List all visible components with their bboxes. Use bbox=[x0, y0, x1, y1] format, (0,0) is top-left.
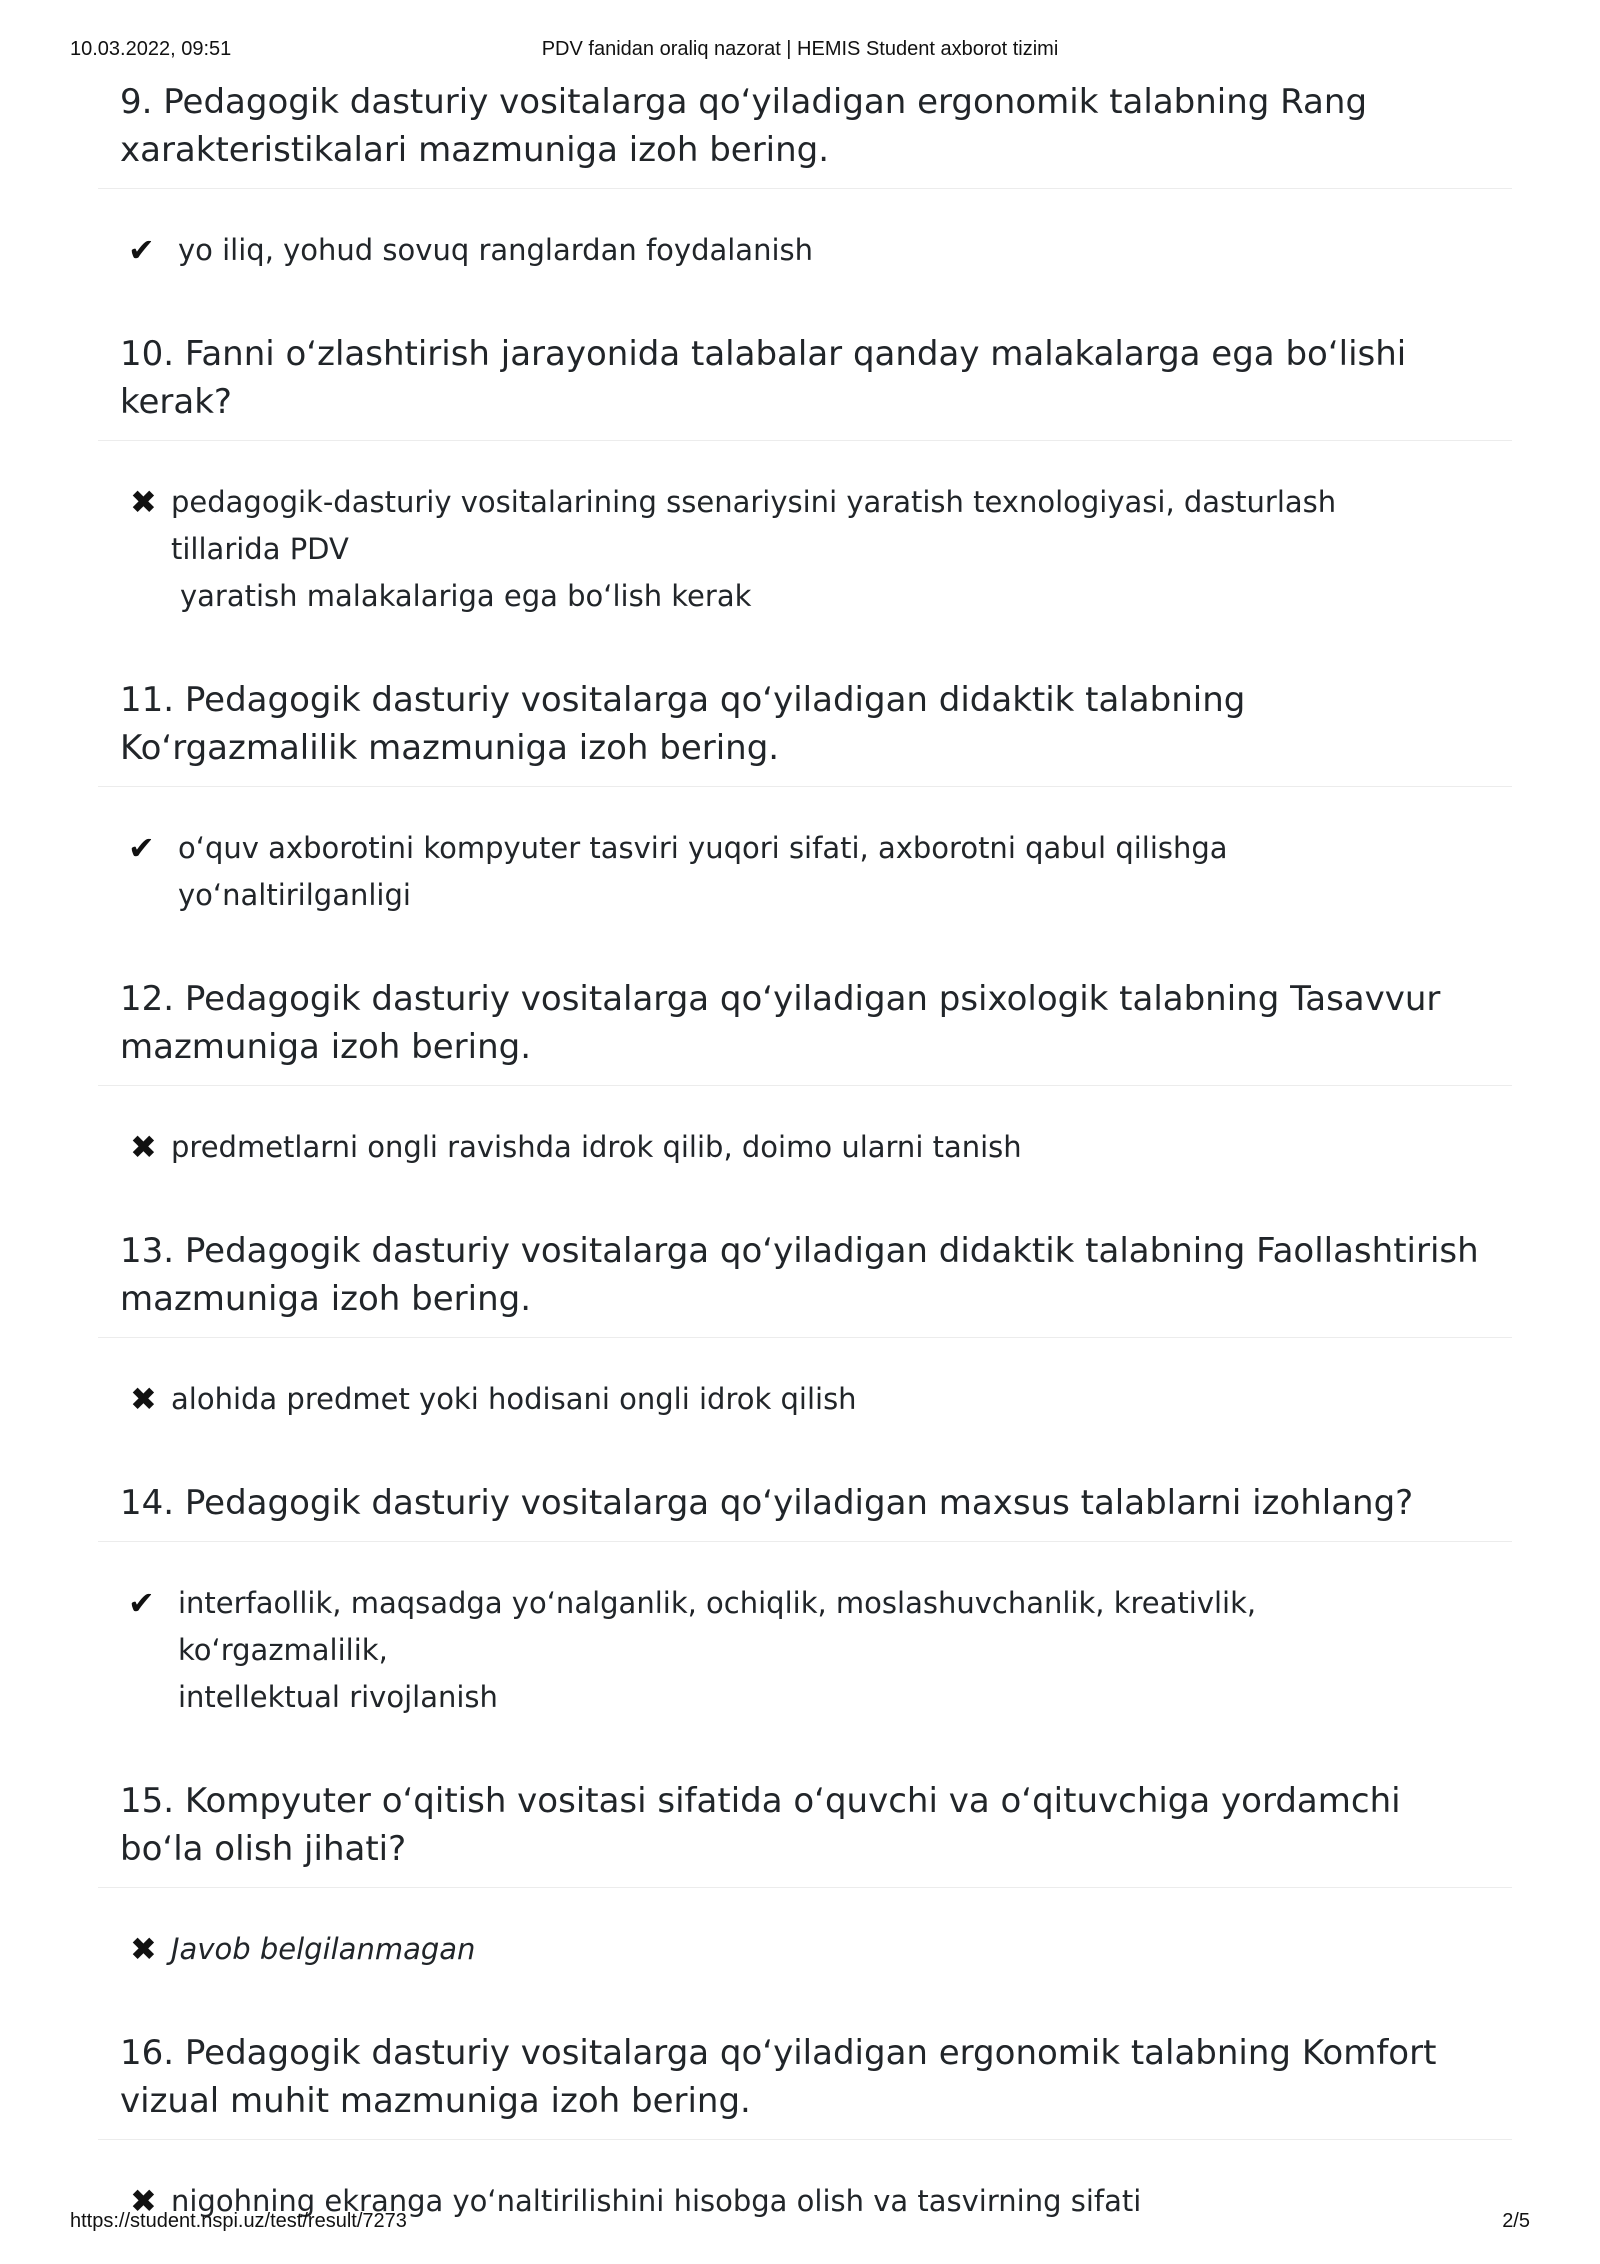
cross-icon: ✖ bbox=[130, 2182, 157, 2220]
question-item bbox=[98, 676, 1512, 919]
page-url: https://student.nspi.uz/test/result/7273 bbox=[70, 2210, 407, 2232]
question-item bbox=[98, 1227, 1512, 1423]
answer-text: alohida predmet yoki hodisani ongli idrok qilish bbox=[171, 1382, 857, 1416]
cross-icon: ✖ bbox=[130, 1380, 157, 1418]
answer-item bbox=[98, 825, 1512, 919]
question-item bbox=[98, 78, 1512, 274]
answer-text: intellektual rivojlanish bbox=[178, 1680, 498, 1714]
cross-icon: ✖ bbox=[130, 483, 157, 521]
question-divider bbox=[98, 188, 1512, 189]
answer-item bbox=[98, 227, 1512, 274]
question-title: 13. Pedagogik dasturiy vositalarga qo‘yiladigan didaktik talabning Faollashtirish mazmuniga izoh bering. bbox=[120, 1231, 1479, 1319]
question-title: 9. Pedagogik dasturiy vositalarga qo‘yiladigan ergonomik talabning Rang xarakteristikalari mazmuniga izoh bering. bbox=[120, 82, 1368, 170]
check-icon: ✔ bbox=[128, 1584, 155, 1622]
test-result-list bbox=[98, 78, 1512, 2225]
question-item bbox=[98, 330, 1512, 620]
question-title: 12. Pedagogik dasturiy vositalarga qo‘yiladigan psixologik talabning Tasavvur mazmuniga izoh bering. bbox=[120, 979, 1441, 1067]
question-title: 16. Pedagogik dasturiy vositalarga qo‘yiladigan ergonomik talabning Komfort vizual muhit mazmuniga izoh bering. bbox=[120, 2033, 1437, 2121]
question-title: 11. Pedagogik dasturiy vositalarga qo‘yiladigan didaktik talabning Ko‘rgazmalilik mazmuniga izoh bering. bbox=[120, 680, 1246, 768]
question-item bbox=[98, 975, 1512, 1171]
question-item bbox=[98, 1777, 1512, 1973]
question-divider bbox=[98, 2139, 1512, 2140]
answer-item bbox=[98, 479, 1512, 620]
no-answer-text: Javob belgilanmagan bbox=[171, 1932, 476, 1966]
answer-text: yo iliq, yohud sovuq ranglardan foydalanish bbox=[178, 233, 813, 267]
answer-text: o‘quv axborotini kompyuter tasviri yuqori sifati, axborotni qabul qilishga yo‘naltirilganligi bbox=[178, 831, 1228, 912]
answer-text: nigohning ekranga yo‘naltirilishini hisobga olish va tasvirning sifati bbox=[171, 2184, 1142, 2218]
question-divider bbox=[98, 786, 1512, 787]
question-divider bbox=[98, 1337, 1512, 1338]
answer-item bbox=[98, 1926, 1512, 1973]
cross-icon: ✖ bbox=[130, 1930, 157, 1968]
answer-item bbox=[98, 1124, 1512, 1171]
page-number: 2/5 bbox=[1502, 2210, 1530, 2232]
question-divider bbox=[98, 1541, 1512, 1542]
answer-text: pedagogik-dasturiy vositalarining ssenariysini yaratish texnologiyasi, dasturlash tillarida PDV bbox=[171, 485, 1337, 566]
print-footer bbox=[70, 2210, 1530, 2240]
check-icon: ✔ bbox=[128, 829, 155, 867]
question-title: 14. Pedagogik dasturiy vositalarga qo‘yiladigan maxsus talablarni izohlang? bbox=[120, 1483, 1414, 1523]
question-divider bbox=[98, 1887, 1512, 1888]
answer-text: yaratish malakalariga ega bo‘lish kerak bbox=[180, 579, 752, 613]
question-title: 15. Kompyuter o‘qitish vositasi sifatida o‘quvchi va o‘qituvchiga yordamchi bo‘la olish jihati? bbox=[120, 1781, 1401, 1869]
print-date: 10.03.2022, 09:51 bbox=[70, 38, 232, 60]
question-divider bbox=[98, 440, 1512, 441]
page-title: PDV fanidan oraliq nazorat | HEMIS Student axborot tizimi bbox=[541, 38, 1059, 60]
answer-item bbox=[98, 1376, 1512, 1423]
answer-text: interfaollik, maqsadga yo‘nalganlik, ochiqlik, moslashuvchanlik, kreativlik, ko‘rgazmalilik, bbox=[178, 1586, 1257, 1667]
check-icon: ✔ bbox=[128, 231, 155, 269]
question-item bbox=[98, 1479, 1512, 1721]
question-divider bbox=[98, 1085, 1512, 1086]
cross-icon: ✖ bbox=[130, 1128, 157, 1166]
answer-item bbox=[98, 1580, 1512, 1721]
question-title: 10. Fanni o‘zlashtirish jarayonida talabalar qanday malakalarga ega bo‘lishi kerak? bbox=[120, 334, 1407, 422]
print-header bbox=[70, 38, 1530, 68]
question-item bbox=[98, 2029, 1512, 2225]
answer-text: predmetlarni ongli ravishda idrok qilib, doimo ularni tanish bbox=[171, 1130, 1022, 1164]
